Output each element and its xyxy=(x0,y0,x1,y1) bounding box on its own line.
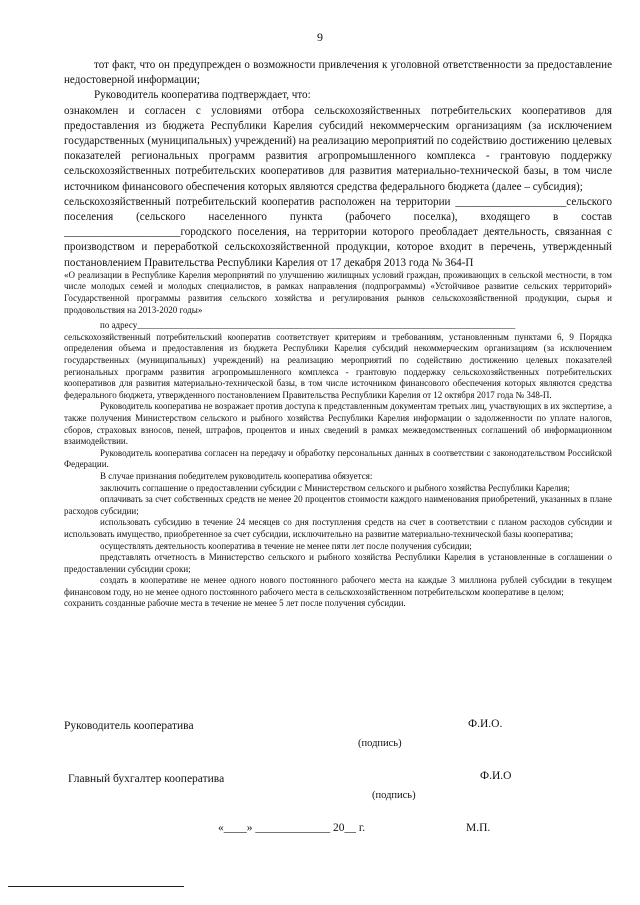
paragraph-criteria: сельскохозяйственный потребительский кооператив соответствует критериям и требованиям, установленным пунктами 6, 9 Порядка определения объема и предоставления из бюджета Республики Карелия субсидий некоммерческим организациям (за исключением государственных (муниципальных) учреждений) на реализацию мероприятий по содействию достижению целевых показателей региональных программ развития агропромышленного комплекса - грантовую поддержку сельскохозяйственных потребительских кооперативов для развития материально-технической базы, в том числе источником финансового обеспечения которых являются средства федерального бюджета, утвержденного постановлением Правительства Республики Карелия от 12 октября 2017 года № 348-П. xyxy=(64,331,612,400)
paragraph-obligation-reporting: представлять отчетность в Министерство сельского и рыбного хозяйства Республики Карелия в установленные в соглашении о предоставлении субсидии сроки; xyxy=(64,552,612,574)
paragraph-warning: тот факт, что он предупрежден о возможности привлечения к уголовной ответственности за предоставление недостоверной информации; xyxy=(64,59,612,87)
paragraph-obligation-usage: использовать субсидию в течение 24 месяцев со дня поступления средств на счет в соответствии с планом расходов субсидии и использовать имущество, приобретенное за счет субсидии, исключительно на развитие материально-технической базы кооператива; xyxy=(64,517,612,539)
paragraph-location: сельскохозяйственный потребительский кооператив расположен на территории ____________________сельского поселения (сельского населенного пункта (рабочего поселка), входящего в состав _____________________городского поселения, на территории которого преобладает деятельность, связанная с производством и переработкой сельскохозяйственной продукции, которое входит в перечень, утвержденный постановлением Правительства Республики Карелия от 17 декабря 2013 года № 364-П xyxy=(64,195,612,269)
paragraph-obligation-cofinancing: оплачивать за счет собственных средств не менее 20 процентов стоимости каждого наименования приобретений, указанных в плане расходов субсидии; xyxy=(64,494,612,516)
page-number: 9 xyxy=(317,30,323,44)
conditions-section xyxy=(64,270,612,610)
date-line: «____» _____________ 20__ г. xyxy=(218,822,366,834)
paragraph-access: Руководитель кооператива не возражает против доступа к представленным документам третьих лиц, участвующих в их экспертизе, а также получения Министерством сельского и рыбного хозяйства Республики Карелия информации о задолженности по уплате налогов, сборов, страховых взносов, пеней, штрафов, процентов и иных сведений в рамках межведомственных соглашений об информационном взаимодействии. xyxy=(64,401,612,447)
head-fio: Ф.И.О. xyxy=(468,718,503,730)
paragraph-confirms: Руководитель кооператива подтверждает, что: xyxy=(94,89,311,102)
paragraph-obligations-intro: В случае признания победителем руководитель кооператива обязуется: xyxy=(100,470,373,481)
paragraph-obligation-jobs: создать в кооперативе не менее одного нового постоянного рабочего места на каждые 3 миллиона рублей субсидии в текущем финансовом году, но не менее одного постоянного рабочего места в сельскохозяйственном потребительском кооперативе в целом; xyxy=(64,575,612,597)
head-label: Руководитель кооператива xyxy=(64,720,194,732)
paragraph-resolution-title: «О реализации в Республике Карелия мероприятий по улучшению жилищных условий граждан, проживающих в сельской местности, в том числе молодых семей и молодых специалистов, в рамках направления (подпрограммы) «Устойчивое развитие сельских территорий» Государственной программы развития сельского хозяйства и регулирования рынков сельскохозяйственной продукции, сырья и продовольствия на 2013-2020 годы» xyxy=(64,269,612,315)
paragraph-acquainted: ознакомлен и согласен с условиями отбора сельскохозяйственных потребительских кооперативов для предоставления из бюджета Республики Карелия субсидий некоммерческим организациям (за исключением государственных (муниципальных) учреждений) на реализацию мероприятий по содействию достижению целевых показателей региональных программ развития агропромышленного комплекса - грантовую поддержку сельскохозяйственных потребительских кооперативов для развития материально-технической базы, в том числе источником финансового обеспечения которых являются средства федерального бюджета (далее – субсидия); xyxy=(64,104,612,193)
intro-section xyxy=(64,58,612,271)
paragraph-obligation-keep-jobs: сохранить созданные рабочие места в течение не менее 5 лет после получения субсидии. xyxy=(64,598,406,609)
paragraph-personal-data: Руководитель кооператива согласен на передачу и обработку персональных данных в соответствии с законодательством Российской Федерации. xyxy=(64,447,612,470)
document-body xyxy=(64,58,612,610)
accountant-signature-caption: (подпись) xyxy=(372,790,416,801)
paragraph-address: по адресу____________________________________________________________________________________ xyxy=(100,320,516,331)
accountant-fio: Ф.И.О xyxy=(480,770,512,782)
paragraph-obligation-agreement: заключить соглашение о предоставлении субсидии с Министерством сельского и рыбного хозяйства Республики Карелия; xyxy=(100,482,570,493)
paragraph-obligation-activity: осуществлять деятельность кооператива в течение не менее пяти лет после получения субсидии; xyxy=(100,540,472,551)
accountant-label: Главный бухгалтер кооператива xyxy=(68,773,225,785)
footnote-separator xyxy=(8,886,184,887)
head-signature-caption: (подпись) xyxy=(358,738,402,749)
stamp-mark: М.П. xyxy=(466,822,491,834)
